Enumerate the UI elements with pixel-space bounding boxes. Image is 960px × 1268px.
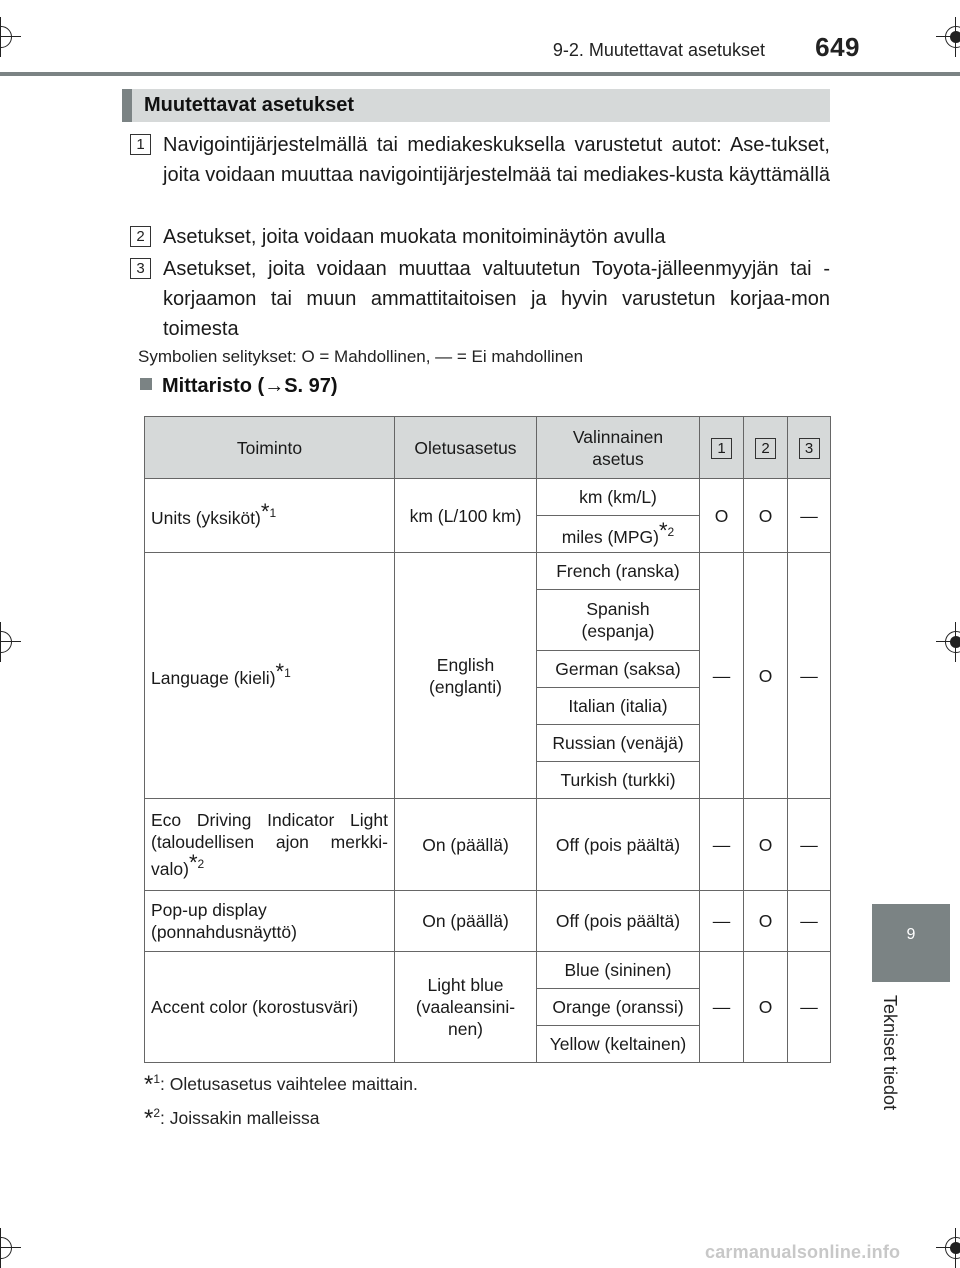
option-cell: Russian (venäjä) xyxy=(537,725,700,762)
item-text: Navigointijärjestelmällä tai mediakeskuksella varustetut autot: Ase-tukset, joita voidaan muuttaa navigointijärjestelmää tai mediakes-kusta käyttämällä xyxy=(163,134,831,186)
default-cell: km (L/100 km) xyxy=(395,479,537,553)
subsection-heading: Mittaristo (→S. 97) xyxy=(140,375,338,398)
table-row xyxy=(145,891,831,952)
avail-cell: — xyxy=(788,799,831,891)
avail-cell: O xyxy=(744,799,788,891)
item-number-box: 3 xyxy=(130,258,151,279)
function-cell: Accent color (korostusväri) xyxy=(145,952,395,1063)
avail-cell: O xyxy=(744,952,788,1063)
function-cell: Pop-up display (ponnahdusnäyttö) xyxy=(145,891,395,952)
watermark: carmanualsonline.info xyxy=(705,1242,901,1262)
item-number-box: 1 xyxy=(130,134,151,155)
function-cell: Units (yksiköt)$^{*1}$ xyxy=(145,479,395,553)
registration-mark-bottom-left xyxy=(0,1228,21,1268)
avail-cell: — xyxy=(700,553,744,799)
section-title: 9-2. Muutettavat asetukset xyxy=(552,40,765,60)
chapter-title-vertical xyxy=(876,995,906,1135)
default-cell: On (päällä) xyxy=(395,891,537,952)
avail-cell: O xyxy=(744,891,788,952)
option-cell: Blue (sininen) xyxy=(537,952,700,989)
registration-mark-bottom-right xyxy=(936,1228,960,1268)
item-text: Asetukset, joita voidaan muokata monitoiminäytön avulla xyxy=(163,226,666,248)
option-cell: Off (pois päältä) xyxy=(537,799,700,891)
avail-cell: — xyxy=(700,799,744,891)
avail-cell: O xyxy=(744,479,788,553)
function-cell: Language (kieli)$^{*1}$ xyxy=(145,553,395,799)
option-cell: Spanish (espanja) xyxy=(537,590,700,651)
symbol-legend: Symbolien selitykset: O = Mahdollinen, — = Ei mahdollinen xyxy=(138,347,584,366)
option-cell: Off (pois päältä) xyxy=(537,891,700,952)
table-row xyxy=(145,553,831,590)
header-rule xyxy=(0,72,960,76)
option-cell: Orange (oranssi) xyxy=(537,989,700,1026)
registration-mark-mid-right xyxy=(936,622,960,662)
item-text: Asetukset, joita voidaan muuttaa valtuutetun Toyota-jälleenmyyjän tai -korjaamon tai muun ammattitaitoisen ja hyvin varustetun korjaa-mon toimesta xyxy=(163,258,830,340)
arrow-right-icon: → xyxy=(264,375,285,397)
avail-cell: — xyxy=(788,553,831,799)
avail-cell: O xyxy=(700,479,744,553)
table-header-row xyxy=(145,417,831,479)
chapter-tab xyxy=(872,904,950,982)
table-row xyxy=(145,799,831,891)
footnote-1: *$^1$: Oletusasetus vaihtelee maittain. xyxy=(144,1070,418,1098)
section-heading-bar xyxy=(122,89,830,122)
avail-cell: — xyxy=(788,479,831,553)
avail-cell: — xyxy=(700,891,744,952)
option-cell: Italian (italia) xyxy=(537,688,700,725)
table-row xyxy=(145,479,831,516)
col-header-optional: Valinnainen asetus xyxy=(537,417,700,479)
default-cell: On (päällä) xyxy=(395,799,537,891)
option-cell: French (ranska) xyxy=(537,553,700,590)
settings-table xyxy=(144,416,831,1063)
footnote-2: *$^2$: Joissakin malleissa xyxy=(144,1104,320,1132)
registration-mark-top-left xyxy=(0,17,21,57)
avail-cell: — xyxy=(788,952,831,1063)
col-header-2: 2 xyxy=(744,417,788,479)
registration-mark-mid-left xyxy=(0,622,21,662)
option-cell: German (saksa) xyxy=(537,651,700,688)
section-heading: Muutettavat asetukset xyxy=(144,94,355,116)
item-number-box: 2 xyxy=(130,226,151,247)
col-header-3: 3 xyxy=(788,417,831,479)
chapter-title: Tekniset tiedot xyxy=(880,995,900,1111)
option-cell: Yellow (keltainen) xyxy=(537,1026,700,1063)
default-cell: English (englanti) xyxy=(395,553,537,799)
page-number: 649 xyxy=(815,32,860,62)
col-header-default: Oletusasetus xyxy=(395,417,537,479)
registration-mark-top-right xyxy=(936,17,960,57)
option-cell: miles (MPG)$^{*2}$ xyxy=(537,516,700,553)
default-cell: Light blue (vaaleansini-nen) xyxy=(395,952,537,1063)
avail-cell: — xyxy=(788,891,831,952)
chapter-number: 9 xyxy=(906,926,916,943)
table-row xyxy=(145,952,831,989)
col-header-function: Toiminto xyxy=(145,417,395,479)
option-cell: Turkish (turkki) xyxy=(537,762,700,799)
option-cell: km (km/L) xyxy=(537,479,700,516)
function-cell: Eco Driving Indicator Light (taloudellisen ajon merkki-valo)$^{*2}$ xyxy=(145,799,395,891)
avail-cell: — xyxy=(700,952,744,1063)
avail-cell: O xyxy=(744,553,788,799)
square-bullet-icon xyxy=(140,378,152,390)
col-header-1: 1 xyxy=(700,417,744,479)
